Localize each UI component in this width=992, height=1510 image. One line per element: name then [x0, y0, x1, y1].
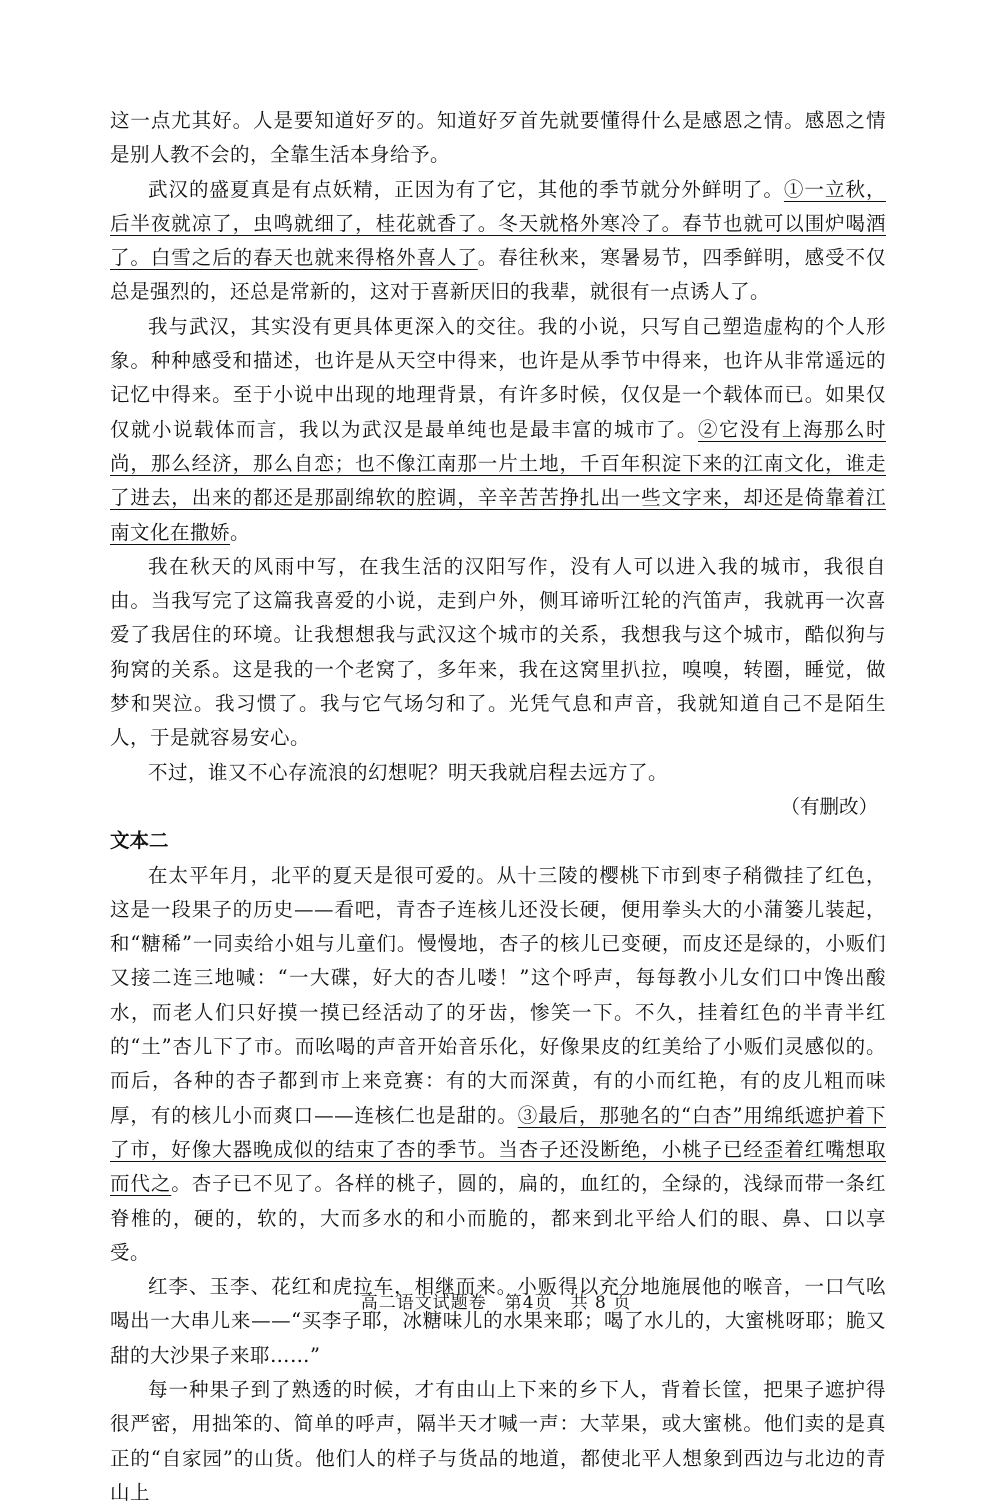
text1-p2-before: 武汉的盛夏真是有点妖精，正因为有了它，其他的季节就分外鲜明了。 [148, 177, 784, 201]
text1-paragraph-2 [110, 173, 886, 310]
text1-paragraph-4: 我在秋天的风雨中写，在我生活的汉阳写作，没有人可以进入我的城市，我很自由。当我写完了这篇我喜爱的小说，走到户外，侧耳谛听江轮的汽笛声，我就再一次喜爱了我居住的环境。让我想想我与武汉这个城市的关系，我想我与这个城市，酷似狗与狗窝的关系。这是我的一个老窝了，多年来，我在这窝里扒拉，嗅嗅，转圈，睡觉，做梦和哭泣。我习惯了。我与它气场匀和了。光凭气息和声音，我就知道自己不是陌生人，于是就容易安心。 [110, 554, 886, 750]
text1-paragraph-3 [110, 310, 886, 550]
text1-p3-after: 。 [230, 520, 251, 544]
text2-paragraph-3: 每一种果子到了熟透的时候，才有由山上下来的乡下人，背着长筐，把果子遮护得很严密，用拙笨的、简单的呼声，隔半天才喊一声：大苹果，或大蜜桃。他们卖的是真正的“自家园”的山货。他们人的样子与货品的地道，都使北平人想象到西边与北边的青山上 [110, 1377, 886, 1504]
text1-paragraph-5: 不过，谁又不心存流浪的幻想呢？明天我就启程去远方了。 [148, 760, 669, 784]
page-footer: 高二语文试题卷 第4页 共 8 页 [360, 1293, 632, 1313]
underlined-sentence-1: ①一立秋，后半夜就凉了，虫鸣就细了，桂花就香了。冬天就格外寒冷了。春节也就可以围炉喝酒了。白雪之后的春天也就来得格外喜人了 [110, 177, 886, 270]
text2-heading: 文本二 [110, 829, 169, 853]
text1-p3-before: 我与武汉，其实没有更具体更深入的交往。我的小说，只写自己塑造虚构的个人形象。种种感受和描述，也许是从天空中得来，也许是从季节中得来，也许从非常遥远的记忆中得来。至于小说中出现的地理背景，有许多时候，仅仅是一个载体而已。如果仅仅就小说载体而言，我以为武汉是最单纯也是最丰富的城市了。 [110, 314, 886, 441]
text2-p1-before: 在太平年月，北平的夏天是很可爱的。从十三陵的樱桃下市到枣子稍微挂了红色，这是一段果子的历史——看吧，青杏子连核儿还没长硬，便用拳头大的小蒲篓儿装起，和“糖稀”一同卖给小姐与儿童们。慢慢地，杏子的核儿已变硬，而皮还是绿的，小贩们又接二连三地喊：“一大碟，好大的杏儿喽！”这个呼声，每每教小儿女们口中馋出酸水，而老人们只好摸一摸已经活动了的牙齿，惨笑一下。不久，挂着红色的半青半红的“土”杏儿下了市。而吆喝的声音开始音乐化，好像果皮的红美给了小贩们灵感似的。而后，各种的杏子都到市上来竞赛：有的大而深黄，有的小而红艳，有的皮儿粗而味厚，有的核儿小而爽口——连核仁也是甜的。 [110, 863, 886, 1127]
text1-paragraph-1: 这一点尤其好。人是要知道好歹的。知道好歹首先就要懂得什么是感恩之情。感恩之情是别人教不会的，全靠生活本身给予。 [110, 109, 886, 167]
text1-p2-after: 。春往秋来，寒暑易节，四季鲜明，感受不仅总是强烈的，还总是常新的，这对于喜新厌旧的我辈，就很有一点诱人了。 [110, 246, 886, 304]
underlined-sentence-3: ③最后，那驰名的“白杏”用绵纸遮护着下了市，好像大器晚成似的结束了杏的季节。当杏子还没断绝，小桃子已经歪着红嘴想取而代之 [110, 1103, 886, 1196]
text2-paragraph-2: 红李、玉李、花红和虎拉车，相继而来。小贩得以充分地施展他的喉音，一口气吆喝出一大串儿来——“买李子耶，冰糖味儿的水果来耶；喝了水儿的，大蜜桃呀耶；脆又甜的大沙果子来耶……” [110, 1275, 886, 1367]
underlined-sentence-2: ②它没有上海那么时尚，那么经济，那么自恋；也不像江南那一片土地，千百年积淀下来的江南文化，谁走了进去，出来的都还是那副绵软的腔调，辛辛苦苦挣扎出一些文字来，却还是倚靠着江南文化在撒娇 [110, 417, 886, 544]
edit-note: （有删改） [780, 794, 878, 818]
text2-p1-after: 。杏子已不见了。各样的桃子，圆的，扁的，血红的，全绿的，浅绿而带一条红脊椎的，硬的，软的，大而多水的和小而脆的，都来到北平给人们的眼、鼻、口以享受。 [110, 1172, 886, 1264]
text2-paragraph-1 [110, 859, 886, 1271]
